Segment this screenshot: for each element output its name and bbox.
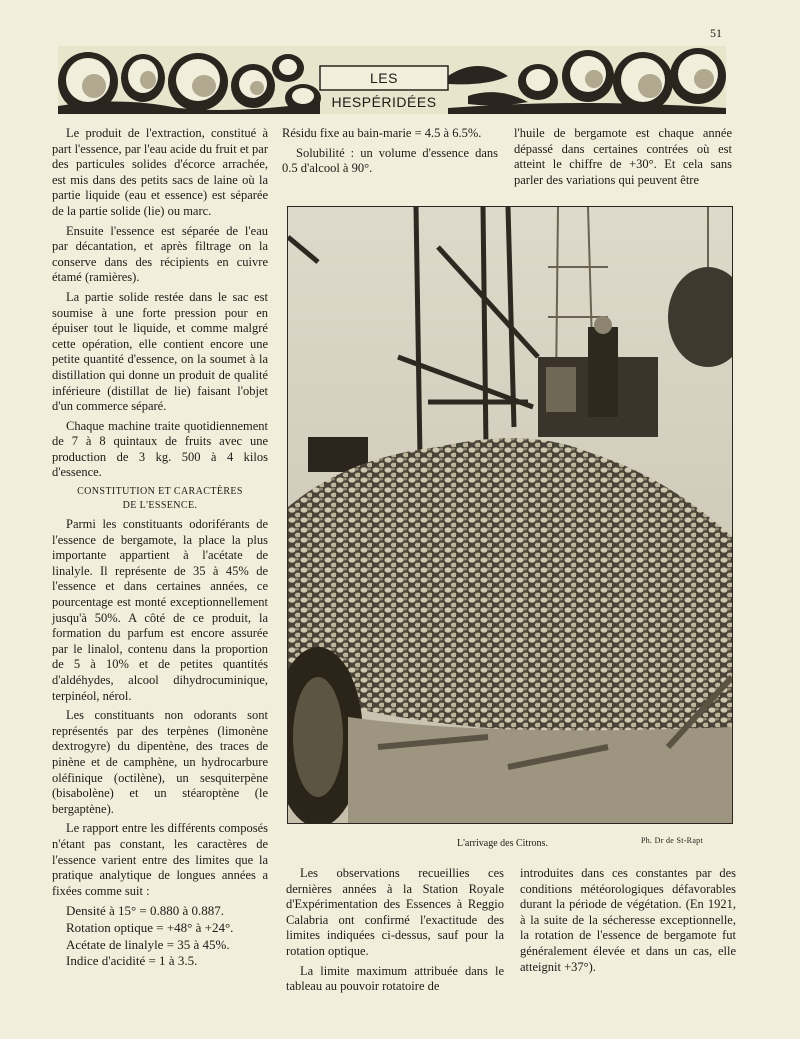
constant-fixed-residue: Résidu fixe au bain-marie = 4.5 à 6.5%. xyxy=(282,126,482,140)
constant-solubility: Solubilité : un volume d'essence dans 0.5 d'alcool à 90°. xyxy=(282,145,498,176)
constant-linalyl-acetate: Acétate de linalyle = 35 à 45%. xyxy=(66,936,230,952)
constant-acid-index: Indice d'acidité = 1 à 3.5. xyxy=(66,953,198,969)
paragraph: l'huile de bergamote est chaque année dépassé dans certaines contrées où est atteint le chiffre de +30°. Et cela sans parler des variations qui peuvent être xyxy=(514,126,732,187)
constant-density: Densité à 15° = 0.880 à 0.887. xyxy=(66,903,225,919)
decorative-banner xyxy=(58,46,726,114)
page-number: 51 xyxy=(710,26,722,40)
paragraph: Les constituants non odorants sont représentés par des terpènes (limonène dextrogyre) du dipentène, des traces de pinène et de camphène, un hydrocarbure oléfinique (octilène), un sesquiterpène (bisabolène) et un stéaroptène (le bergaptène). xyxy=(52,708,268,816)
paragraph: Chaque machine traite quotidiennement de 7 à 8 quintaux de fruits avec une production de 3 kg. 500 à 4 kilos d'essence. xyxy=(52,418,268,480)
paragraph: Ensuite l'essence est séparée de l'eau par décantation, et après filtrage on la conserve dans des récipients en cuivre étamé (ramières). xyxy=(52,223,268,285)
constant-optical-rotation: Rotation optique = +48° à +24°. xyxy=(66,919,234,935)
lemon-pile-photo xyxy=(288,207,732,823)
section-heading xyxy=(52,485,268,513)
text-column-left xyxy=(52,126,268,970)
photograph-lemon-arrival xyxy=(287,206,733,824)
paragraph: La limite maximum attribuée dans le tableau au pouvoir rotatoire de xyxy=(286,963,504,994)
photo-credit: Ph. Dr de St-Rapt xyxy=(641,836,703,845)
text-column-middle-top xyxy=(282,126,498,181)
text-column-right-bottom xyxy=(520,866,736,979)
paragraph: Le produit de l'extraction, constitué à part l'essence, par l'eau acide du fruit et par des particules solides d'écorce arrachée, est mis dans des petits sacs de laine où la partie liquide (eau et essence) est séparée de la partie solide (lie) ou marc. xyxy=(52,126,268,218)
banner-title: LES HESPÉRIDÉES xyxy=(331,70,437,110)
section-heading-line: DE L'ESSENCE. xyxy=(122,500,198,512)
paragraph: Parmi les constituants odoriférants de l'essence de bergamote, la place la plus importante appartient à l'acétate de linalyle. Il représente de 35 à 45% de l'essence et dans certaines années, ce pourcentage est monté exceptionnellement jusqu'à 50%. A côté de ce produit, la formation du parfum est encore assurée par le linalol, contenu dans la proportion de 5 à 10% et de petites quantités d'aldéhydes, alcool dihydrocuminique, terpinéol, nérol. xyxy=(52,517,268,703)
section-heading-line: CONSTITUTION ET CARACTÈRES xyxy=(77,486,243,498)
paragraph: Le rapport entre les différents composés n'étant pas constant, les caractères de l'essence varient entre des limites que la pratique analytique de longues années a fixées comme suit : xyxy=(52,821,268,898)
paragraph: Les observations recueillies ces dernières années à la Station Royale d'Expérimentation des Essences à Reggio Calabria ont confirmé l'exactitude des limites indiquées ci-dessus, sauf pour la rotation optique. xyxy=(286,866,504,958)
photo-caption: L'arrivage des Citrons. xyxy=(457,838,548,849)
text-column-right-top xyxy=(514,126,732,192)
text-column-middle-bottom xyxy=(286,866,504,999)
paragraph: introduites dans ces constantes par des conditions météorologiques défavorables durant la période de végétation. (En 1921, à la suite de la sécheresse exceptionnelle, la rotation de l'essence de bergamote fut généralement élevée et dans un cas, elle atteignit +37°). xyxy=(520,866,736,974)
paragraph: La partie solide restée dans le sac est soumise à une forte pression pour en épuiser tout le liquide, et comme malgré cette opération, elle contient encore une petite quantité d'essence, on la soumet à la distillation qui donne un produit de qualité inférieure (distillat de lie) faisant l'objet d'un commerce séparé. xyxy=(52,289,268,414)
